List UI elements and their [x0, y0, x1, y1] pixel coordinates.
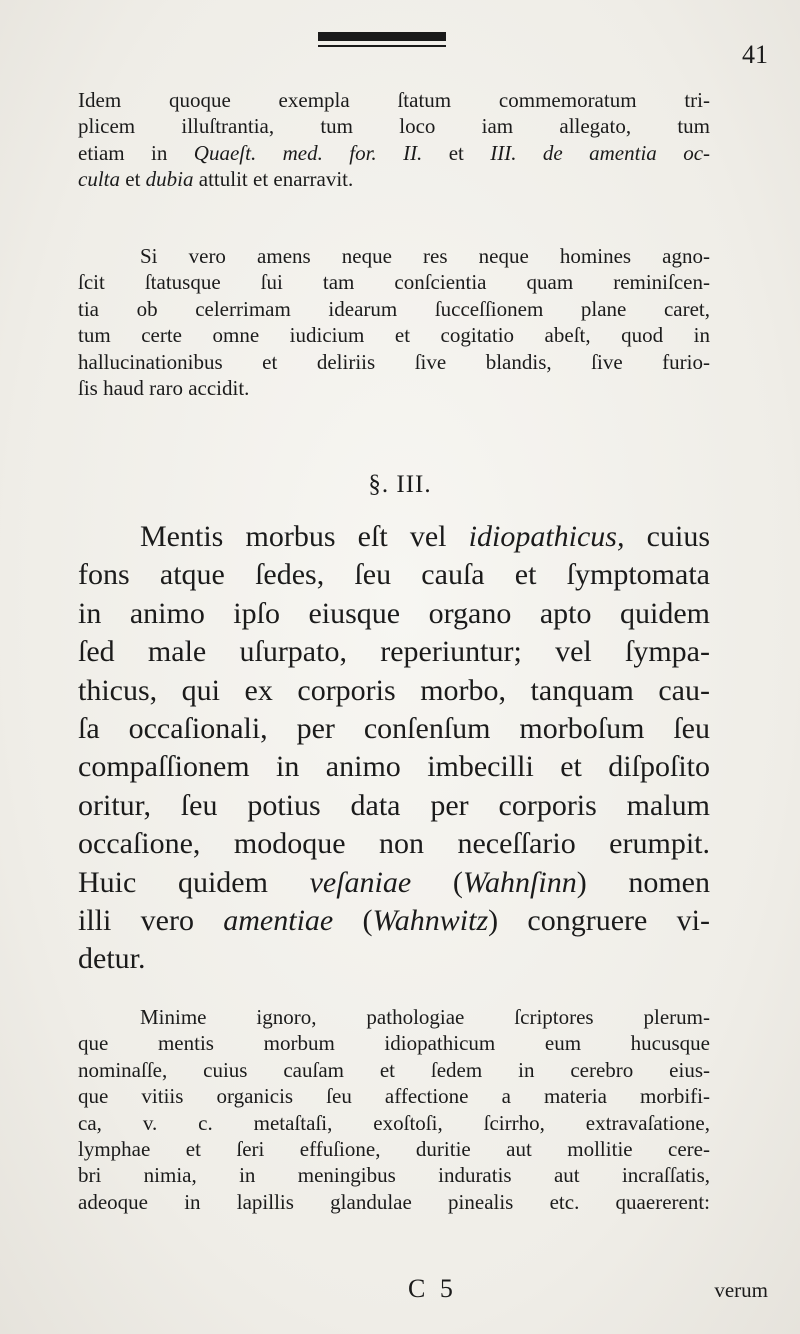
- text-run: ) congruere vi-: [488, 903, 710, 937]
- header-rule: [318, 32, 446, 41]
- text-line: ſed male uſurpato, reperiuntur; vel ſympa-: [78, 635, 710, 669]
- paragraph-4: [78, 1004, 710, 1215]
- text-line: [78, 518, 710, 556]
- text-line: que mentis morbum idiopathicum eum hucusque: [78, 1031, 710, 1056]
- text-line: fons atque ſedes, ſeu cauſa et ſymptomata: [78, 558, 710, 592]
- text-line: detur.: [78, 942, 146, 976]
- text-run: et: [120, 167, 146, 192]
- catchword: verum: [714, 1278, 768, 1302]
- italic-term: dubia: [145, 167, 194, 192]
- paragraph-3: [78, 518, 710, 979]
- text-run: Huic quidem: [78, 865, 310, 899]
- text-line: tum certe omne iudicium et cogitatio abeſt, quod in: [78, 323, 710, 348]
- italic-term: Wahnwitz: [372, 903, 489, 937]
- page-number: 41: [742, 40, 768, 69]
- text-line: ſa occaſionali, per conſenſum morboſum ſeu: [78, 711, 710, 745]
- text-line: tia ob celerrimam idearum ſucceſſionem plane caret,: [78, 296, 710, 321]
- text-run: (: [411, 865, 463, 899]
- text-line: oritur, ſeu potius data per corporis malum: [78, 788, 710, 822]
- text-line: hallucinationibus et deliriis ſive blandis, ſive furio-: [78, 349, 710, 374]
- signature-mark: C 5: [408, 1274, 457, 1303]
- text-line: compaſſionem in animo imbecilli et diſpoſito: [78, 750, 710, 784]
- text-line: plicem illuſtrantia, tum loco iam allegato, tum: [78, 114, 710, 139]
- text-line: adeoque in lapillis glandulae pinealis etc. quaererent:: [78, 1189, 710, 1214]
- text-line: [78, 140, 710, 166]
- paragraph-2: [78, 243, 710, 401]
- text-line: [78, 864, 710, 902]
- text-line: [78, 166, 710, 192]
- text-line: Minime ignoro, pathologiae ſcriptores plerum-: [140, 1005, 710, 1029]
- italic-term: veſaniae: [309, 865, 412, 899]
- text-line: Si vero amens neque res neque homines agno-: [140, 244, 710, 268]
- text-run: attulit et enarravit.: [193, 167, 354, 192]
- italic-term: Wahnſinn: [462, 865, 577, 899]
- text-line: ca, v. c. metaſtaſi, exoſtoſi, ſcirrho, extravaſatione,: [78, 1110, 710, 1135]
- italic-reference: III. de amentia oc-: [490, 140, 711, 165]
- italic-term: idiopathicus,: [468, 520, 625, 553]
- italic-term: amentiae: [223, 903, 334, 937]
- text-line: ſis haud raro accidit.: [78, 375, 250, 400]
- text-line: in animo ipſo eiusque organo apto quidem: [78, 596, 710, 630]
- italic-reference: Quaeſt. med. for. II.: [193, 140, 423, 165]
- text-line: [78, 902, 710, 940]
- text-line: lymphae et ſeri effuſione, duritie aut mollitie cere-: [78, 1136, 710, 1161]
- text-run: et: [422, 140, 491, 165]
- text-line: que vitiis organicis ſeu affectione a materia morbifi-: [78, 1084, 710, 1109]
- text-line: ſcit ſtatusque ſui tam conſcientia quam reminiſcen-: [78, 270, 710, 295]
- text-run: illi vero: [78, 903, 224, 937]
- text-line: Idem quoque exempla ſtatum commemoratum tri-: [78, 88, 710, 112]
- text-run: cuius: [624, 520, 710, 553]
- paragraph-1: [78, 87, 710, 193]
- section-heading: §. III.: [368, 471, 432, 498]
- italic-term: culta: [78, 167, 120, 192]
- text-line: occaſione, modoque non neceſſario erumpit.: [78, 827, 710, 861]
- text-run: etiam in: [78, 140, 194, 165]
- text-run: (: [333, 903, 373, 937]
- text-line: thicus, qui ex corporis morbo, tanquam cau-: [78, 673, 710, 707]
- text-line: bri nimia, in meningibus induratis aut incraſſatis,: [78, 1163, 710, 1188]
- text-run: ) nomen: [576, 865, 710, 899]
- text-line: nominaſſe, cuius cauſam et ſedem in cerebro eius-: [78, 1057, 710, 1082]
- text-run: Mentis morbus eſt vel: [140, 520, 469, 553]
